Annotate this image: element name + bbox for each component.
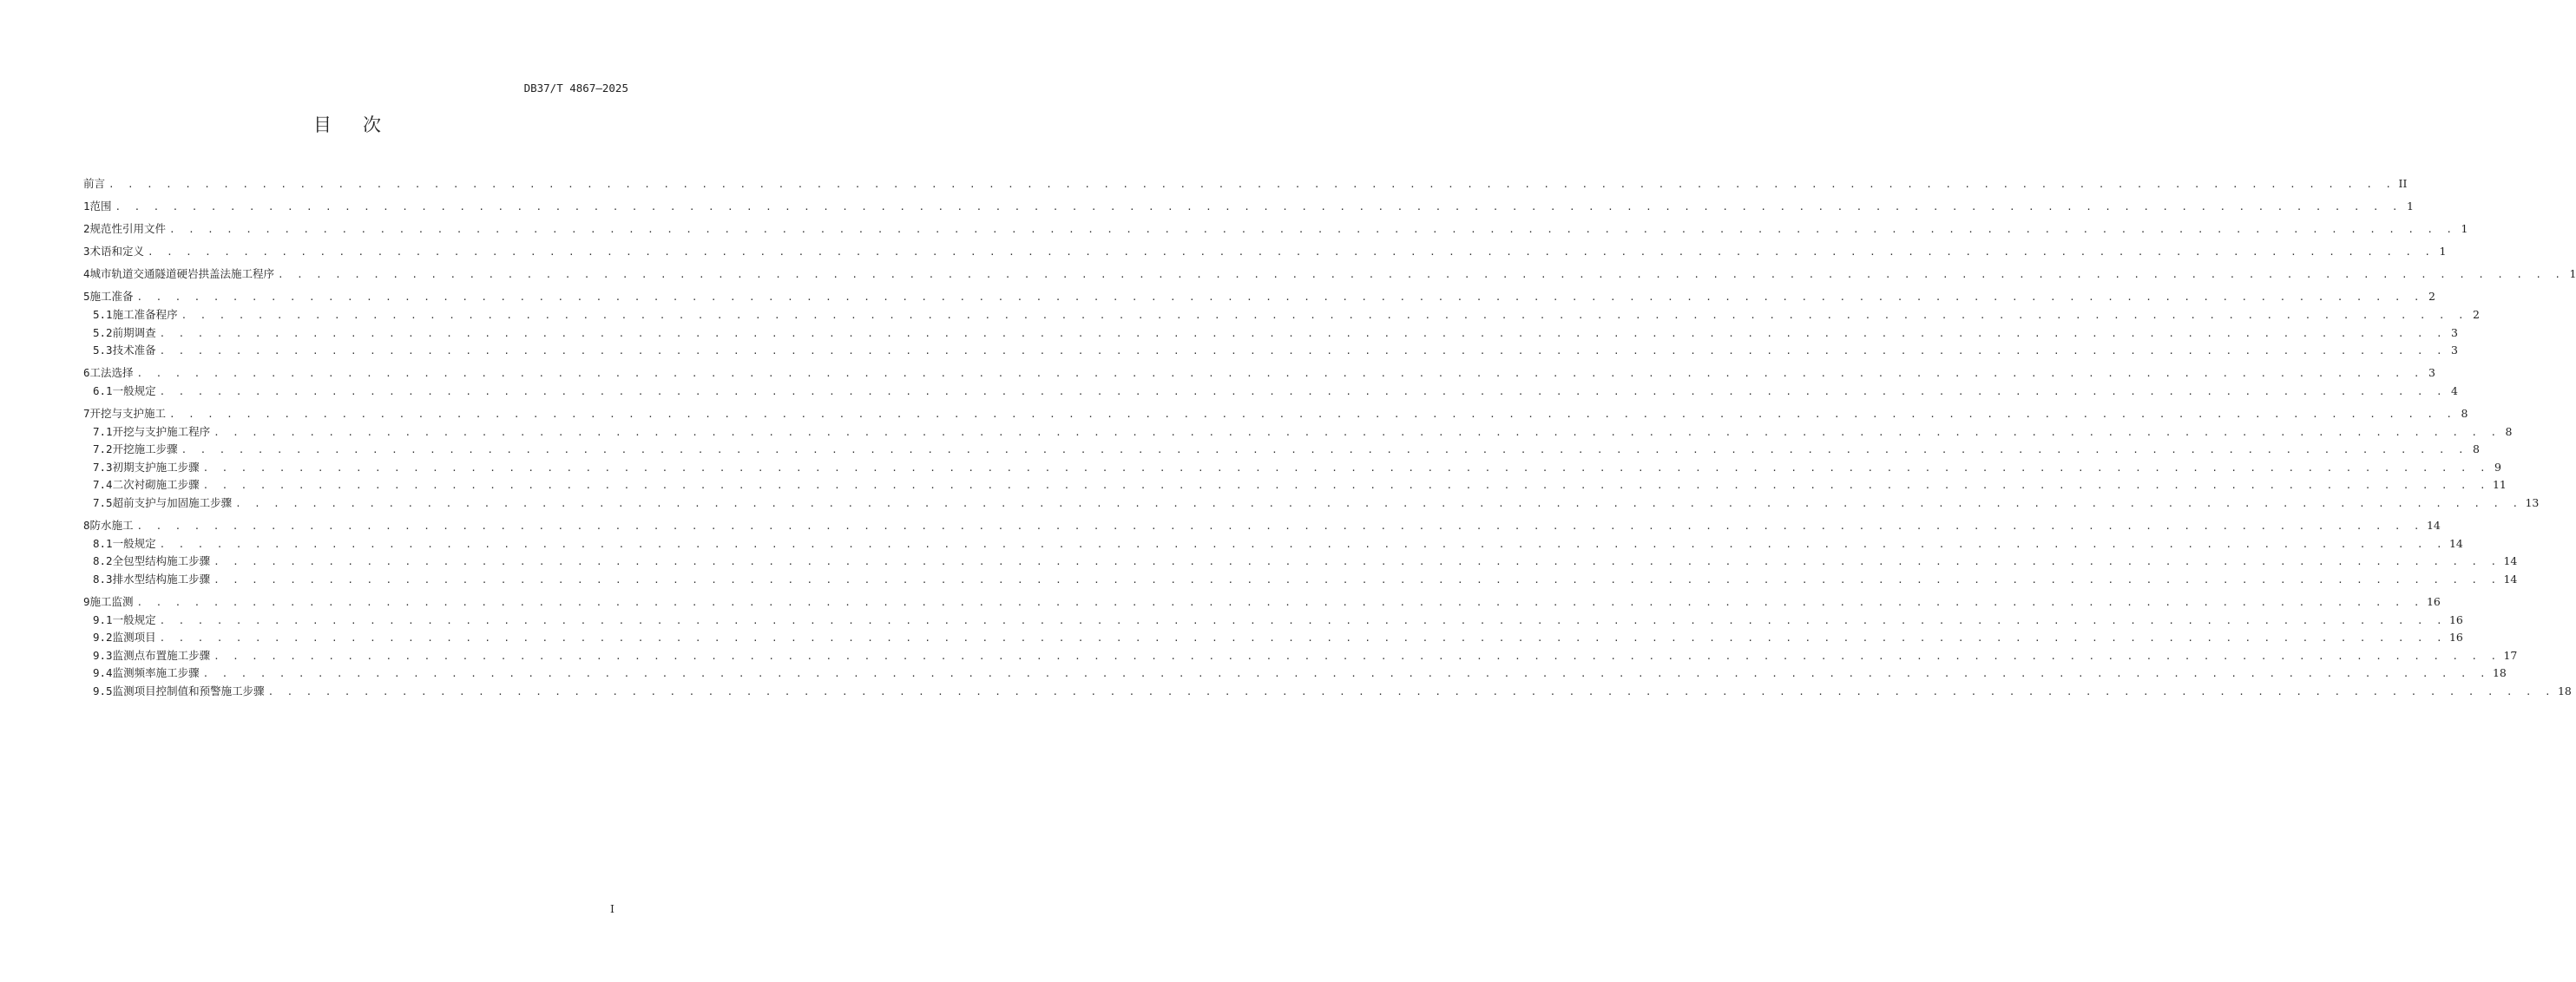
dot-leader: . . . . . . . . . . . . . . . . . . . . . . . . . . . . . . . . . . . . . . . . . . . . . . . . . . . . . . . . . . . . . . . . . . . . . . . . . . . . . . . . . . . . . . . . . . . . . . . . . . . . . . . . . . . . . . . . . . . . . . . . xyxy=(159,327,2446,339)
toc-entry[interactable] xyxy=(83,459,2501,477)
toc-entry-label: 工法选择 xyxy=(89,366,134,380)
toc-entry-number: 8.3 xyxy=(93,572,113,586)
toc-entry-label: 术语和定义 xyxy=(89,245,145,259)
toc-entry[interactable] xyxy=(83,612,2463,630)
toc-entry-number: 6.1 xyxy=(93,383,113,397)
toc-entry-label: 技术准备 xyxy=(112,344,156,357)
toc-entry[interactable] xyxy=(83,423,2513,442)
dot-leader: . . . . . . . . . . . . . . . . . . . . . . . . . . . . . . . . . . . . . . . . . . . . . . . . . . . . . . . . . . . . . . . . . . . . . . . . . . . . . . . . . . . . . . . . . . . . . . . . . . . . . . . . . . . . . . . . . . . . . . . . xyxy=(136,368,2423,380)
dot-leader: . . . . . . . . . . . . . . . . . . . . . . . . . . . . . . . . . . . . . . . . . . . . . . . . . . . . . . . . . . . . . . . . . . . . . . . . . . . . . . . . . . . . . . . . . . . . . . . . . . . . . . . . . . . . . . . . . . . . . . . . xyxy=(214,650,2500,662)
page-number: I xyxy=(610,902,614,915)
toc-entry[interactable] xyxy=(83,629,2463,647)
dot-leader: . . . . . . . . . . . . . . . . . . . . . . . . . . . . . . . . . . . . . . . . . . . . . . . . . . . . . . . . . . . . . . . . . . . . . . . . . . . . . . . . . . . . . . . . . . . . . . . . . . . . . . . . . . . . . . . . . . . . . . . . xyxy=(136,596,2423,608)
toc-entry-page: 1 xyxy=(2406,200,2414,213)
toc-entry-label: 施工准备 xyxy=(89,290,134,304)
toc-entry-label: 开挖与支护施工 xyxy=(89,407,167,421)
dot-leader: . . . . . . . . . . . . . . . . . . . . . . . . . . . . . . . . . . . . . . . . . . . . . . . . . . . . . . . . . . . . . . . . . . . . . . . . . . . . . . . . . . . . . . . . . . . . . . . . . . . . . . . . . . . . . . . . . . . . . . . . xyxy=(159,345,2446,357)
toc-entry-number: 5 xyxy=(83,290,90,304)
toc-entry-number: 7.1 xyxy=(93,424,113,438)
dot-leader: . . . . . . . . . . . . . . . . . . . . . . . . . . . . . . . . . . . . . . . . . . . . . . . . . . . . . . . . . . . . . . . . . . . . . . . . . . . . . . . . . . . . . . . . . . . . . . . . . . . . . . . . . . . . . . . . . . . . . . . . xyxy=(202,480,2489,492)
dot-leader: . . . . . . . . . . . . . . . . . . . . . . . . . . . . . . . . . . . . . . . . . . . . . . . . . . . . . . . . . . . . . . . . . . . . . . . . . . . . . . . . . . . . . . . . . . . . . . . . . . . . . . . . . . . . . . . . . . . . . . . . xyxy=(214,426,2500,438)
toc-entry-page: 8 xyxy=(2461,407,2468,421)
dot-leader: . . . . . . . . . . . . . . . . . . . . . . . . . . . . . . . . . . . . . . . . . . . . . . . . . . . . . . . . . . . . . . . . . . . . . . . . . . . . . . . . . . . . . . . . . . . . . . . . . . . . . . . . . . . . . . . . . . . . . . . . xyxy=(202,668,2489,680)
toc-entry-page: 2 xyxy=(2428,290,2435,304)
toc-entry-label: 防水施工 xyxy=(89,519,134,533)
dot-leader: . . . . . . . . . . . . . . . . . . . . . . . . . . . . . . . . . . . . . . . . . . . . . . . . . . . . . . . . . . . . . . . . . . . . . . . . . . . . . . . . . . . . . . . . . . . . . . . . . . . . . . . . . . . . . . . . . . . . . . . . xyxy=(181,444,2468,456)
toc-entry-page: 14 xyxy=(2503,554,2518,568)
dot-leader: . . . . . . . . . . . . . . . . . . . . . . . . . . . . . . . . . . . . . . . . . . . . . . . . . . . . . . . . . . . . . . . . . . . . . . . . . . . . . . . . . . . . . . . . . . . . . . . . . . . . . . . . . . . . . . . . . . . . . . . . xyxy=(214,573,2500,586)
dot-leader: . . . . . . . . . . . . . . . . . . . . . . . . . . . . . . . . . . . . . . . . . . . . . . . . . . . . . . . . . . . . . . . . . . . . . . . . . . . . . . . . . . . . . . . . . . . . . . . . . . . . . . . . . . . . . . . . . . . . . . . . xyxy=(159,385,2446,397)
toc-entry-page: 2 xyxy=(2473,308,2480,322)
toc-entry[interactable] xyxy=(83,593,2441,612)
toc-entry-number: 9 xyxy=(83,594,90,608)
toc-entry-label: 初期支护施工步骤 xyxy=(112,460,200,474)
toc-entry-number: 8.2 xyxy=(93,554,113,568)
toc-entry-label: 二次衬砌施工步骤 xyxy=(112,478,200,492)
table-of-contents xyxy=(83,175,2576,701)
dot-leader: . . . . . . . . . . . . . . . . . . . . . . . . . . . . . . . . . . . . . . . . . . . . . . . . . . . . . . . . . . . . . . . . . . . . . . . . . . . . . . . . . . . . . . . . . . . . . . . . . . . . . . . . . . . . . . . . . . . . . . . . xyxy=(169,224,2456,236)
dot-leader: . . . . . . . . . . . . . . . . . . . . . . . . . . . . . . . . . . . . . . . . . . . . . . . . . . . . . . . . . . . . . . . . . . . . . . . . . . . . . . . . . . . . . . . . . . . . . . . . . . . . . . . . . . . . . . . . . . . . . . . . xyxy=(181,310,2468,322)
toc-entry[interactable] xyxy=(83,383,2458,401)
toc-entry-page: 11 xyxy=(2492,478,2507,492)
toc-entry-label: 排水型结构施工步骤 xyxy=(112,572,211,586)
toc-entry-page: 18 xyxy=(2557,684,2572,697)
toc-entry-number: 7.2 xyxy=(93,442,113,456)
toc-entry-number: 2 xyxy=(83,222,90,236)
toc-entry-number: 7.4 xyxy=(93,478,113,492)
toc-entry-label: 超前支护与加固施工步骤 xyxy=(112,496,233,509)
toc-entry-page: 4 xyxy=(2451,383,2458,397)
toc-entry-page: 8 xyxy=(2505,424,2513,438)
toc-entry-page: 14 xyxy=(2503,572,2518,586)
toc-entry[interactable] xyxy=(83,553,2518,571)
dot-leader: . . . . . . . . . . . . . . . . . . . . . . . . . . . . . . . . . . . . . . . . . . . . . . . . . . . . . . . . . . . . . . . . . . . . . . . . . . . . . . . . . . . . . . . . . . . . . . . . . . . . . . . . . . . . . . . . . . . . . . . . xyxy=(136,291,2423,304)
toc-entry-number: 1 xyxy=(83,200,90,213)
toc-entry-number: 7.5 xyxy=(93,496,113,509)
toc-entry-number: 7 xyxy=(83,407,90,421)
toc-entry-label: 监测频率施工步骤 xyxy=(112,666,200,680)
toc-entry-page: 1 xyxy=(2439,245,2447,259)
dot-leader: . . . . . . . . . . . . . . . . . . . . . . . . . . . . . . . . . . . . . . . . . . . . . . . . . . . . . . . . . . . . . . . . . . . . . . . . . . . . . . . . . . . . . . . . . . . . . . . . . . . . . . . . . . . . . . . . . . . . . . . . xyxy=(148,246,2435,259)
toc-entry[interactable] xyxy=(83,288,2435,306)
toc-entry-page: 17 xyxy=(2503,648,2518,662)
toc-entry-number: 9.4 xyxy=(93,666,113,680)
toc-entry-page: 14 xyxy=(2448,536,2463,550)
dot-leader: . . . . . . . . . . . . . . . . . . . . . . . . . . . . . . . . . . . . . . . . . . . . . . . . . . . . . . . . . . . . . . . . . . . . . . . . . . . . . . . . . . . . . . . . . . . . . . . . . . . . . . . . . . . . . . . . . . . . . . . . xyxy=(278,269,2565,281)
toc-entry[interactable] xyxy=(83,571,2518,589)
toc-entry[interactable] xyxy=(83,220,2468,239)
toc-entry-number: 3 xyxy=(83,245,90,259)
toc-entry-label: 监测点布置施工步骤 xyxy=(112,648,211,662)
dot-leader: . . . . . . . . . . . . . . . . . . . . . . . . . . . . . . . . . . . . . . . . . . . . . . . . . . . . . . . . . . . . . . . . . . . . . . . . . . . . . . . . . . . . . . . . . . . . . . . . . . . . . . . . . . . . . . . . . . . . . . . . xyxy=(267,685,2554,697)
toc-entry-label: 施工监测 xyxy=(89,594,134,608)
dot-leader: . . . . . . . . . . . . . . . . . . . . . . . . . . . . . . . . . . . . . . . . . . . . . . . . . . . . . . . . . . . . . . . . . . . . . . . . . . . . . . . . . . . . . . . . . . . . . . . . . . . . . . . . . . . . . . . . . . . . . . . . xyxy=(108,179,2395,190)
dot-leader: . . . . . . . . . . . . . . . . . . . . . . . . . . . . . . . . . . . . . . . . . . . . . . . . . . . . . . . . . . . . . . . . . . . . . . . . . . . . . . . . . . . . . . . . . . . . . . . . . . . . . . . . . . . . . . . . . . . . . . . . xyxy=(169,409,2456,421)
toc-entry[interactable] xyxy=(83,324,2458,343)
toc-entry[interactable] xyxy=(83,476,2507,494)
toc-entry[interactable] xyxy=(83,441,2480,459)
toc-entry-number: 5.3 xyxy=(93,344,113,357)
toc-entry-label: 施工准备程序 xyxy=(112,308,178,322)
toc-entry[interactable] xyxy=(83,306,2480,324)
toc-entry-page: 8 xyxy=(2473,442,2480,456)
toc-entry-page: II xyxy=(2398,177,2408,190)
toc-entry[interactable] xyxy=(83,364,2435,383)
toc-entry[interactable] xyxy=(83,342,2458,360)
dot-leader: . . . . . . . . . . . . . . . . . . . . . . . . . . . . . . . . . . . . . . . . . . . . . . . . . . . . . . . . . . . . . . . . . . . . . . . . . . . . . . . . . . . . . . . . . . . . . . . . . . . . . . . . . . . . . . . . . . . . . . . . xyxy=(159,632,2446,645)
toc-entry-number: 4 xyxy=(83,267,90,281)
toc-entry-page: 3 xyxy=(2451,344,2458,357)
toc-entry-page: 13 xyxy=(2525,496,2540,509)
dot-leader: . . . . . . . . . . . . . . . . . . . . . . . . . . . . . . . . . . . . . . . . . . . . . . . . . . . . . . . . . . . . . . . . . . . . . . . . . . . . . . . . . . . . . . . . . . . . . . . . . . . . . . . . . . . . . . . . . . . . . . . . xyxy=(202,462,2489,474)
toc-entry[interactable] xyxy=(83,265,2576,284)
toc-entry-label: 城市轨道交通隧道硬岩拱盖法施工程序 xyxy=(89,267,275,281)
page-title: 目次 xyxy=(313,115,412,135)
dot-leader: . . . . . . . . . . . . . . . . . . . . . . . . . . . . . . . . . . . . . . . . . . . . . . . . . . . . . . . . . . . . . . . . . . . . . . . . . . . . . . . . . . . . . . . . . . . . . . . . . . . . . . . . . . . . . . . . . . . . . . . . xyxy=(159,614,2446,626)
dot-leader: . . . . . . . . . . . . . . . . . . . . . . . . . . . . . . . . . . . . . . . . . . . . . . . . . . . . . . . . . . . . . . . . . . . . . . . . . . . . . . . . . . . . . . . . . . . . . . . . . . . . . . . . . . . . . . . . . . . . . . . . xyxy=(159,538,2446,550)
toc-entry-number: 9.2 xyxy=(93,631,113,645)
toc-entry-page: 9 xyxy=(2494,460,2501,474)
toc-entry[interactable] xyxy=(83,243,2447,261)
toc-entry-label: 一般规定 xyxy=(112,536,156,550)
toc-entry-label: 规范性引用文件 xyxy=(89,222,167,236)
toc-entry[interactable] xyxy=(83,175,2408,193)
standard-code: DB37/T 4867—2025 xyxy=(523,82,628,95)
toc-entry[interactable] xyxy=(83,535,2463,553)
toc-entry[interactable] xyxy=(83,198,2414,216)
toc-entry[interactable] xyxy=(83,517,2441,535)
toc-entry-number: 7.3 xyxy=(93,460,113,474)
toc-entry-page: 3 xyxy=(2451,325,2458,339)
dot-leader: . . . . . . . . . . . . . . . . . . . . . . . . . . . . . . . . . . . . . . . . . . . . . . . . . . . . . . . . . . . . . . . . . . . . . . . . . . . . . . . . . . . . . . . . . . . . . . . . . . . . . . . . . . . . . . . . . . . . . . . . xyxy=(235,498,2522,509)
toc-entry-label: 开挖施工步骤 xyxy=(112,442,178,456)
toc-entry-label: 开挖与支护施工程序 xyxy=(112,424,211,438)
toc-entry-label: 监测项目控制值和预警施工步骤 xyxy=(112,684,265,697)
toc-entry-label: 一般规定 xyxy=(112,383,156,397)
toc-entry[interactable] xyxy=(83,647,2518,665)
toc-entry-number: 8 xyxy=(83,519,90,533)
toc-entry-label: 全包型结构施工步骤 xyxy=(112,554,211,568)
toc-entry-number: 8.1 xyxy=(93,536,113,550)
toc-entry-page: 16 xyxy=(2448,631,2463,645)
toc-entry-page: 16 xyxy=(2448,612,2463,626)
toc-entry-number: 5.1 xyxy=(93,308,113,322)
toc-entry-page: 1 xyxy=(2461,222,2468,236)
dot-leader: . . . . . . . . . . . . . . . . . . . . . . . . . . . . . . . . . . . . . . . . . . . . . . . . . . . . . . . . . . . . . . . . . . . . . . . . . . . . . . . . . . . . . . . . . . . . . . . . . . . . . . . . . . . . . . . . . . . . . . . . xyxy=(115,201,2402,213)
toc-entry[interactable] xyxy=(83,494,2540,513)
toc-entry-label: 范围 xyxy=(89,200,112,213)
toc-entry-label: 前期调查 xyxy=(112,325,156,339)
toc-entry-page: 3 xyxy=(2428,366,2435,380)
toc-entry-number: 9.1 xyxy=(93,612,113,626)
toc-entry-number: 9.5 xyxy=(93,684,113,697)
toc-entry[interactable] xyxy=(83,664,2507,683)
toc-entry-number: 6 xyxy=(83,366,90,380)
toc-entry[interactable] xyxy=(83,683,2572,701)
toc-entry-label: 监测项目 xyxy=(112,631,156,645)
toc-entry-number: 9.3 xyxy=(93,648,113,662)
dot-leader: . . . . . . . . . . . . . . . . . . . . . . . . . . . . . . . . . . . . . . . . . . . . . . . . . . . . . . . . . . . . . . . . . . . . . . . . . . . . . . . . . . . . . . . . . . . . . . . . . . . . . . . . . . . . . . . . . . . . . . . . xyxy=(214,556,2500,568)
toc-entry-page: 16 xyxy=(2426,594,2441,608)
dot-leader: . . . . . . . . . . . . . . . . . . . . . . . . . . . . . . . . . . . . . . . . . . . . . . . . . . . . . . . . . . . . . . . . . . . . . . . . . . . . . . . . . . . . . . . . . . . . . . . . . . . . . . . . . . . . . . . . . . . . . . . . xyxy=(136,520,2423,533)
toc-entry-page: 1 xyxy=(2569,267,2576,281)
toc-entry[interactable] xyxy=(83,405,2468,423)
toc-entry-page: 18 xyxy=(2492,666,2507,680)
toc-entry-label: 一般规定 xyxy=(112,612,156,626)
toc-entry-page: 14 xyxy=(2426,519,2441,533)
toc-entry-label: 前言 xyxy=(83,177,106,190)
toc-entry-number: 5.2 xyxy=(93,325,113,339)
